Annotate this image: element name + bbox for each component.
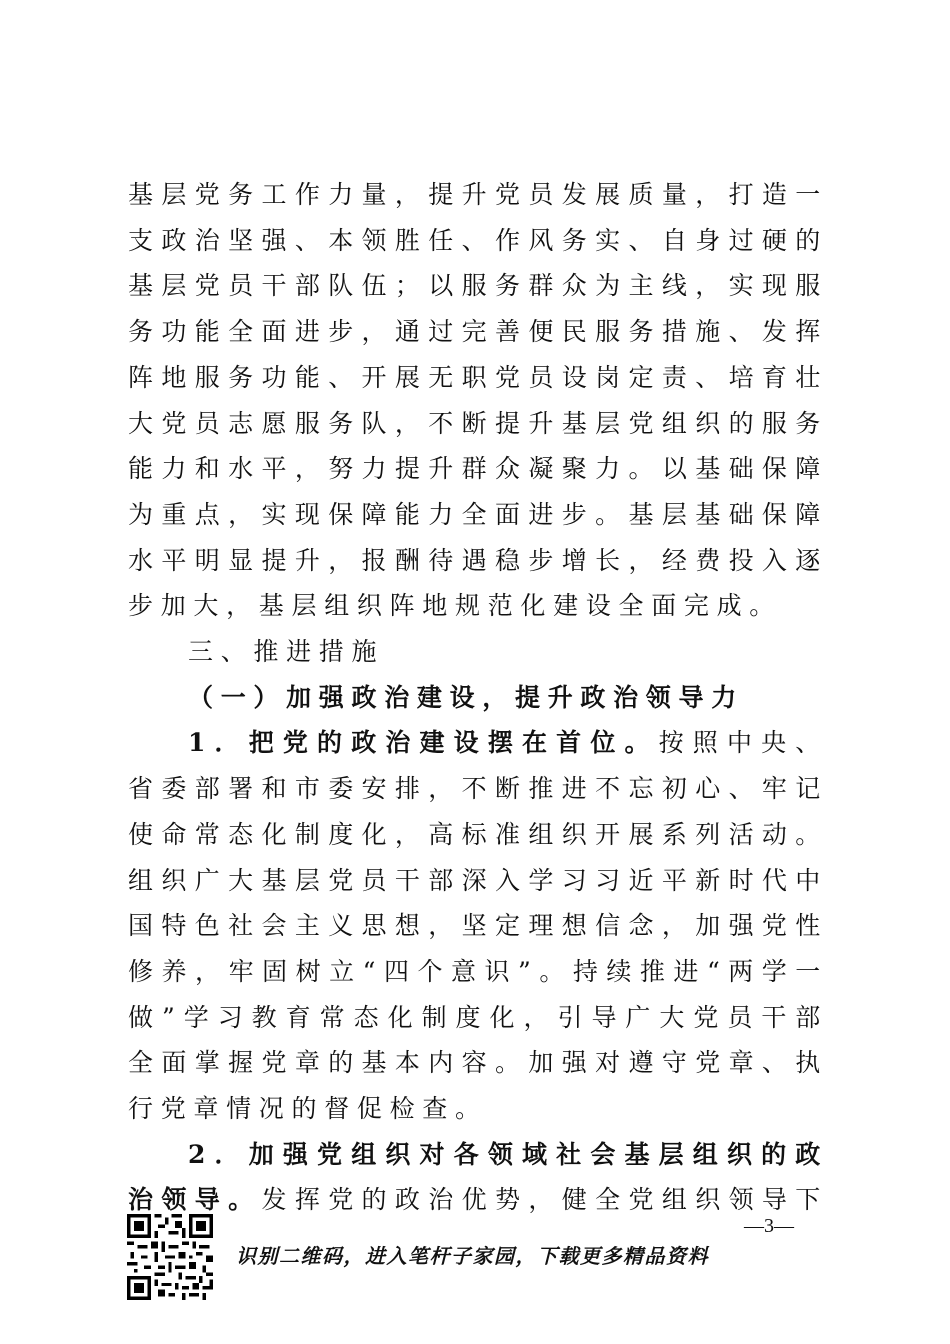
qr-code-icon <box>127 1214 213 1300</box>
subsection-title: （一）加强政治建设，提升政治领导力 <box>188 682 744 712</box>
promo-text: 识别二维码，进入笔杆子家园，下载更多精品资料 <box>236 1244 709 1268</box>
item-2-title: 2．加强党组织对各领域社会基层组织的政治领导。 <box>128 1139 828 1215</box>
section-title: 三、推进措施 <box>188 637 385 667</box>
item-2-body: 发挥党的政治优势，健全党组织领导下 <box>261 1185 828 1215</box>
item-1 <box>128 720 828 1131</box>
document-body <box>128 172 828 1269</box>
item-1-title: 1．把党的政治建设摆在首位。 <box>188 728 659 758</box>
page-number: —3— <box>744 1215 794 1237</box>
item-1-body: 按照中央、省委部署和市委安排，不断推进不忘初心、牢记使命常态化制度化，高标准组织开展系列活动。组织广大基层党员干部深入学习习近平新时代中国特色社会主义思想，坚定理想信念，加强党性修养，牢固树立“四个意识”。持续推进“两学一做”学习教育常态化制度化，引导广大党员干部全面掌握党章的基本内容。加强对遵守党章、执行党章情况的督促检查。 <box>128 728 828 1124</box>
paragraph-1: 基层党务工作力量，提升党员发展质量，打造一支政治坚强、本领胜任、作风务实、自身过硬的基层党员干部队伍；以服务群众为主线，实现服务功能全面进步，通过完善便民服务措施、发挥阵地服务功能、开展无职党员设岗定责、培育壮大党员志愿服务队，不断提升基层党组织的服务能力和水平，努力提升群众凝聚力。以基础保障为重点，实现保障能力全面进步。基层基础保障水平明显提升，报酬待遇稳步增长，经费投入逐步加大，基层组织阵地规范化建设全面完成。 <box>128 180 828 621</box>
